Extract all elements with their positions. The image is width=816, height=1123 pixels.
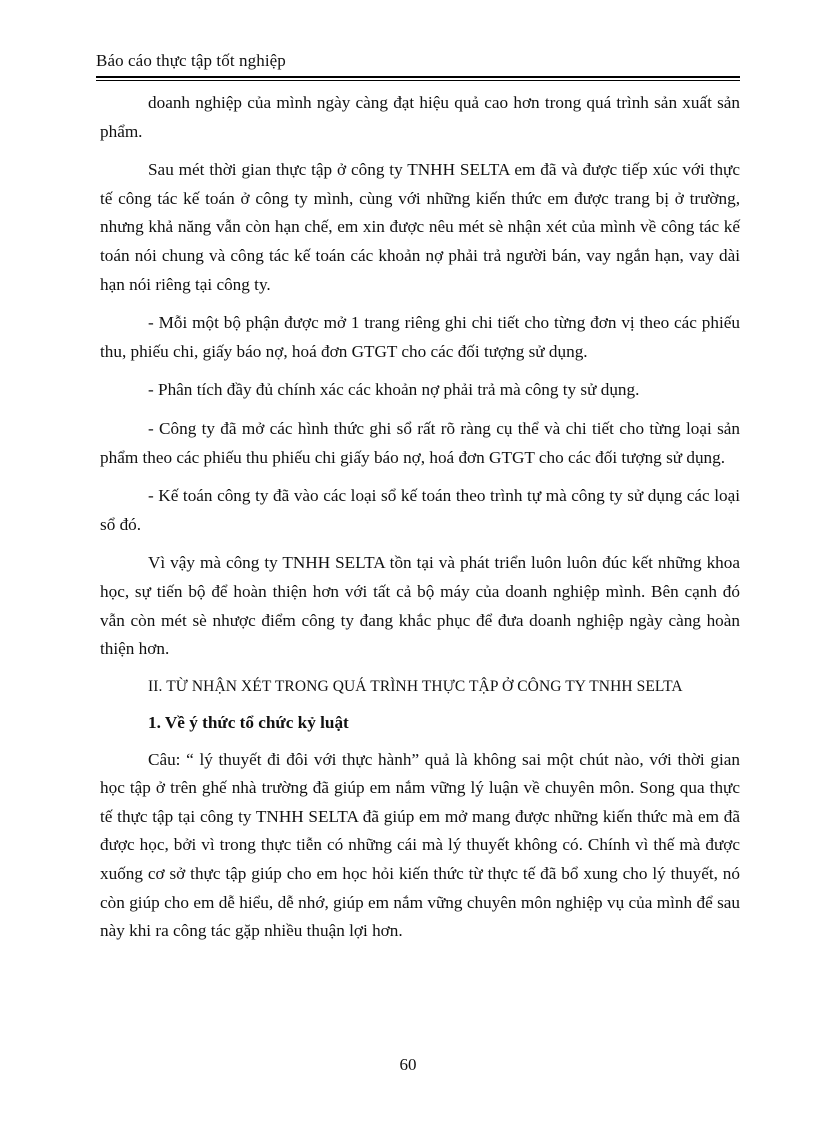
bullet-paragraph-3: - Công ty đã mở các hình thức ghi sổ rất rõ ràng cụ thể và chi tiết cho từng loại sản phẩm theo các phiếu thu phiếu chi giấy báo nợ, hoá đơn GTGT cho các đối tượng sử dụng. (100, 418, 740, 467)
bullet-paragraph-2: - Phân tích đầy đủ chính xác các khoản nợ phải trả mà công ty sử dụng. (148, 380, 640, 400)
paragraph-discipline: Câu: “ lý thuyết đi đôi với thực hành” quả là không sai một chút nào, với thời gian học tập ở trên ghế nhà trường đã giúp em nắm vững lý luận về chuyên môn. Song qua thực tế thực tập tại công ty TNHH SELTA đã giúp em mở mang được những kiến thức mà em đã được học, bởi vì trong thực tiễn có những cái mà lý thuyết không có. Chính vì thế mà được xuống cơ sở thực tập giúp cho em học hỏi kiến thức từ thực tế đã bổ xung cho lý thuyết, nó còn giúp cho em dễ hiểu, dễ nhớ, giúp em nắm vững chuyên môn nghiệp vụ của mình để sau này khi ra công tác gặp nhiều thuận lợi hơn. (100, 749, 740, 941)
header-title: Báo cáo thực tập tốt nghiệp (96, 51, 286, 70)
section-heading: II. TỪ NHẬN XÉT TRONG QUÁ TRÌNH THỰC TẬP Ở CÔNG TY TNHH SELTA (148, 677, 683, 695)
paragraph-continuation: doanh nghiệp của mình ngày càng đạt hiệu quả cao hơn trong quá trình sản xuất sản phẩm. (100, 93, 740, 141)
sub-heading: 1. Về ý thức tổ chức kỷ luật (148, 712, 349, 732)
page-number: 60 (399, 1055, 417, 1074)
bullet-paragraph-4: - Kế toán công ty đã vào các loại sổ kế toán theo trình tự mà công ty sử dụng các loại sổ đó. (100, 486, 740, 534)
paragraph-summary: Vì vậy mà công ty TNHH SELTA tồn tại và phát triển luôn luôn đúc kết những khoa học, sự tiến bộ để hoàn thiện hơn với tất cả bộ máy của doanh nghiệp mình. Bên cạnh đó vẫn còn mét sè nhược điểm công ty đang khắc phục để đưa doanh nghiệp ngày càng hoàn thiện hơn. (100, 553, 740, 659)
page-header (96, 50, 740, 81)
paragraph-intro: Sau mét thời gian thực tập ở công ty TNHH SELTA em đã và được tiếp xúc với thực tế công tác kế toán ở công ty mình, cùng với những kiến thức em được trang bị ở trường, nhưng khả năng vẫn còn hạn chế, em xin được nêu mét sè nhận xét của mình về công tác kế toán nói chung và công tác kế toán các khoản nợ phải trả người bán, vay ngắn hạn, vay dài hạn nói riêng tại công ty. (100, 160, 740, 294)
document-body (100, 89, 740, 956)
bullet-paragraph-1: - Mỗi một bộ phận được mở 1 trang riêng ghi chi tiết cho từng đơn vị theo các phiếu thu, phiếu chi, giấy báo nợ, hoá đơn GTGT cho các đối tượng sử dụng. (100, 313, 740, 361)
header-divider (96, 76, 740, 81)
